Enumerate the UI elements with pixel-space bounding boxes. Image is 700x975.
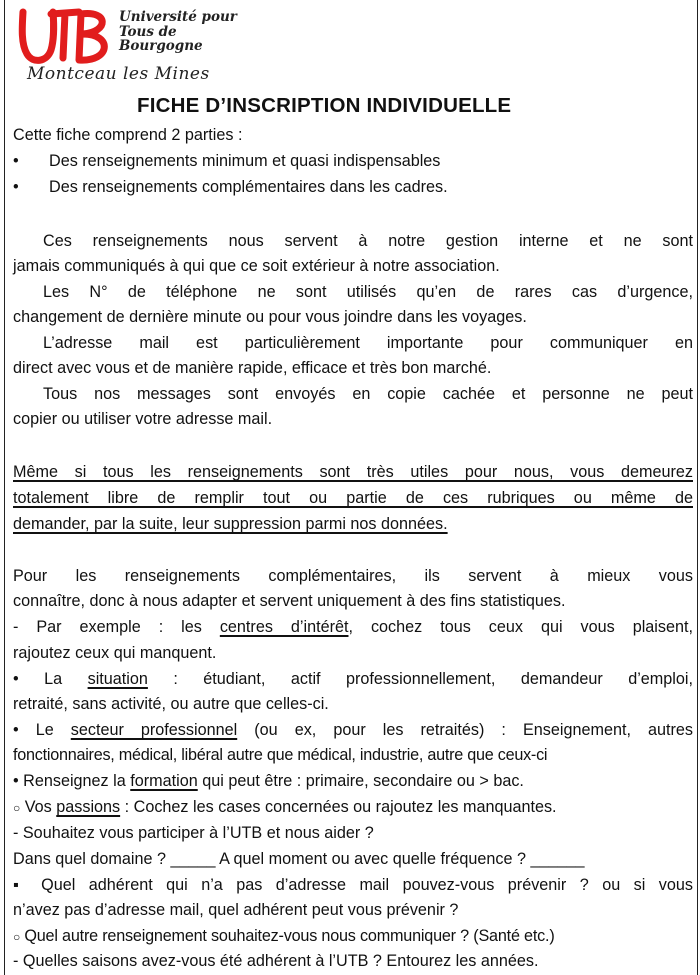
item-line: rajoutez ceux qui manquent. [13, 644, 217, 662]
item-text: : étudiant, actif professionnellement, demandeur d’emploi, [147, 670, 693, 688]
paragraph-line: changement de dernière minute ou pour vous joindre dans les voyages. [13, 308, 527, 326]
item-situation [13, 669, 693, 689]
intro-text: Cette fiche comprend 2 parties : [13, 126, 243, 144]
complement-line: Pour les renseignements complémentaires, ils servent à mieux vous [13, 567, 693, 585]
item-line: retraité, sans activité, ou autre que celles-ci. [13, 695, 329, 713]
paragraph-line: jamais communiqués à qui que ce soit extérieur à notre association. [13, 257, 500, 275]
paragraph-line: copier ou utiliser votre adresse mail. [13, 410, 273, 428]
item-line: - Quelles saisons avez-vous été adhérent à l’UTB ? Entourez les années. [13, 952, 539, 970]
item-keyword: centres d’intérêt [219, 618, 349, 636]
item-line: - Souhaitez vous participer à l’UTB et nous aider ? [13, 824, 374, 842]
item-text: • Le [13, 721, 71, 739]
item-keyword: secteur professionnel [70, 721, 238, 739]
circle-bullet-icon: ○ [13, 930, 21, 944]
part-item: • Des renseignements complémentaires dans les cadres. [13, 178, 448, 196]
logo-name-line: Tous de [119, 23, 177, 40]
utb-logo [13, 4, 253, 90]
paragraph-line: L’adresse mail est particulièrement importante pour communiquer en [43, 334, 693, 352]
complement-line: connaître, donc à nous adapter et servent uniquement à des fins statistiques. [13, 592, 566, 610]
item-line: n’avez pas d’adresse mail, quel adhérent peut vous prévenir ? [13, 901, 459, 919]
item-autre [13, 926, 555, 947]
notice-line: Même si tous les renseignements sont très utiles pour nous, vous demeurez [13, 463, 693, 481]
page-title: FICHE D’INSCRIPTION INDIVIDUELLE [137, 94, 512, 117]
paragraph-line: Ces renseignements nous servent à notre gestion interne et ne sont [43, 232, 693, 250]
item-centres-interet [13, 617, 693, 637]
item-text: Vos [20, 798, 57, 816]
item-passions [13, 797, 557, 818]
paragraph-line: Les N° de téléphone ne sont utilisés qu’en de rares cas d’urgence, [43, 283, 693, 301]
item-text: • La [13, 670, 88, 688]
item-line: fonctionnaires, médical, libéral autre que médical, industrie, autre que ceux-ci [13, 746, 548, 764]
item-line: ▪ Quel adhérent qui n’a pas d’adresse mail pouvez-vous prévenir ? ou si vous [13, 876, 693, 894]
item-line: Dans quel domaine ? _____ A quel moment ou avec quelle fréquence ? ______ [13, 850, 585, 868]
logo-name [119, 10, 237, 54]
item-text: (ou ex, pour les retraités) : Enseignement, autres [237, 721, 693, 739]
item-keyword: formation [130, 772, 198, 790]
notice-line: demander, par la suite, leur suppression parmi nos données. [13, 515, 448, 533]
item-text: - Par exemple : les [13, 618, 220, 636]
item-text: • Renseignez la [13, 772, 131, 790]
paragraph-line: direct avec vous et de manière rapide, efficace et très bon marché. [13, 359, 492, 377]
circle-bullet-icon: ○ [13, 801, 21, 815]
item-keyword: passions [56, 798, 121, 816]
part-item: • Des renseignements minimum et quasi indispensables [13, 152, 441, 170]
item-text: Quel autre renseignement souhaitez-vous nous communiquer ? (Santé etc.) [20, 927, 555, 945]
item-formation [13, 771, 524, 791]
item-keyword: situation [87, 670, 148, 688]
item-text: qui peut être : primaire, secondaire ou > bac. [197, 772, 524, 790]
logo-city: Montceau les Mines [27, 64, 210, 84]
item-text: , cochez tous ceux qui vous plaisent, [348, 618, 693, 636]
item-text: : Cochez les cases concernées ou rajoutez les manquantes. [120, 798, 557, 816]
paragraph-line: Tous nos messages sont envoyés en copie cachée et personne ne peut [43, 385, 693, 403]
document-page [4, 0, 698, 975]
part-label: Des renseignements complémentaires dans les cadres. [49, 178, 448, 196]
utb-logo-mark [17, 6, 113, 68]
logo-name-line: Université pour [119, 9, 237, 25]
part-label: Des renseignements minimum et quasi indispensables [49, 152, 441, 170]
notice-line: totalement libre de remplir tout ou partie de ces rubriques ou même de [13, 489, 693, 507]
item-secteur [13, 720, 693, 740]
logo-name-line: Bourgogne [119, 38, 203, 54]
